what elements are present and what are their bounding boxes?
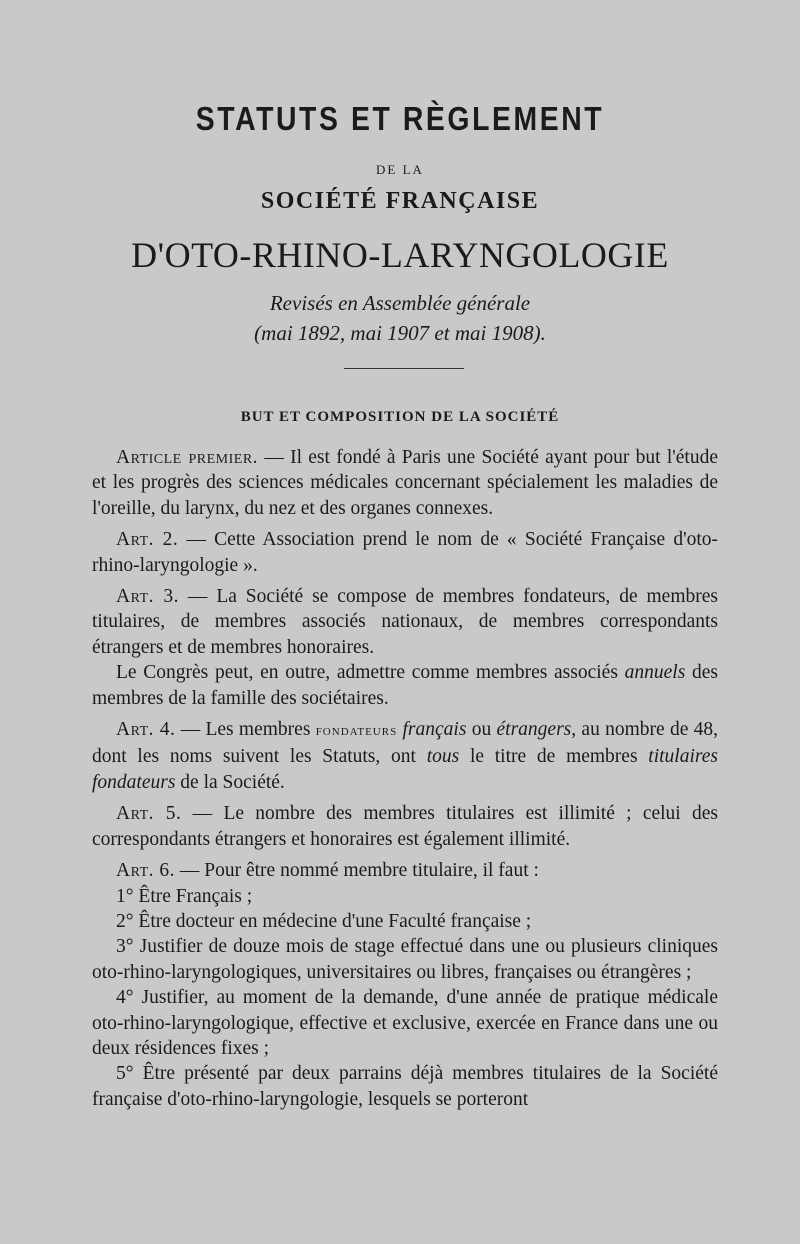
article-label: Art. 5. <box>116 803 182 825</box>
articles-body <box>92 445 718 1112</box>
revision-line-1: Revisés en Assemblée générale <box>269 291 531 315</box>
article-1 <box>92 445 718 521</box>
document-title: STATUTS ET RÈGLEMENT <box>195 100 605 137</box>
revision-line-2: (mai 1892, mai 1907 et mai 1908). <box>254 321 546 345</box>
article-label: Art. 2. <box>116 529 179 551</box>
article-6 <box>92 858 718 883</box>
article-3 <box>92 584 718 660</box>
article-2 <box>92 527 718 578</box>
article-text: — Cette Association prend le nom de « Société Française d'oto-rhino-laryngologie ». <box>92 529 718 576</box>
condition-4: 4° Justifier, au moment de la demande, d'une année de pratique médicale oto-rhino-laryngologique, effective et exclusive, exercée en France dans une ou deux résidences fixes ; <box>92 987 718 1059</box>
article-4: Art. 4. — Les membres fondateurs français ou étrangers, au nombre de 48, dont les noms suivent les Statuts, ont tous le titre de membres titulaires fondateurs de la Société. <box>92 719 719 793</box>
article-label: Article premier. <box>116 447 259 468</box>
article-text: — Le nombre des membres titulaires est illimité ; celui des correspondants étrangers et honoraires est également illimité. <box>92 803 718 850</box>
divider-rule <box>344 368 464 369</box>
condition-5: 5° Être présenté par deux parrains déjà membres titulaires de la Société française d'oto-rhino-laryngologie, lesquels se porteront <box>92 1063 718 1110</box>
section-heading: BUT ET COMPOSITION DE LA SOCIÉTÉ <box>240 409 560 425</box>
article-label: Art. 3. <box>116 586 180 608</box>
article-text: — La Société se compose de membres fondateurs, de membres titulaires, de membres associés nationaux, de membres correspondants étrangers et de membres honoraires. <box>92 586 718 658</box>
condition-3: 3° Justifier de douze mois de stage effectué dans une ou plusieurs cliniques oto-rhino-laryngologiques, universitaires ou libres, françaises ou étrangères ; <box>92 936 718 983</box>
condition-1: 1° Être Français ; <box>116 885 253 907</box>
article-text: — Pour être nommé membre titulaire, il faut : <box>175 860 539 882</box>
article-text: — Il est fondé à Paris une Société ayant pour but l'étude et les progrès des sciences médicales concernant spécialement les maladies de l'oreille, du larynx, du nez et des organes connexes. <box>92 447 718 519</box>
specialty-name: D'OTO-RHINO-LARYNGOLOGIE <box>131 235 669 275</box>
society-name: SOCIÉTÉ FRANÇAISE <box>260 188 540 214</box>
article-5 <box>92 801 718 852</box>
revision-note <box>0 288 800 348</box>
article-label: Art. 6. <box>116 860 176 882</box>
condition-2: 2° Être docteur en médecine d'une Faculté française ; <box>116 910 532 932</box>
article-label: Art. 4. <box>116 719 176 741</box>
subtitle-de-la: DE LA <box>376 162 424 177</box>
article-3-continued: Le Congrès peut, en outre, admettre comme membres associés annuels des membres de la famille des sociétaires. <box>92 662 718 709</box>
